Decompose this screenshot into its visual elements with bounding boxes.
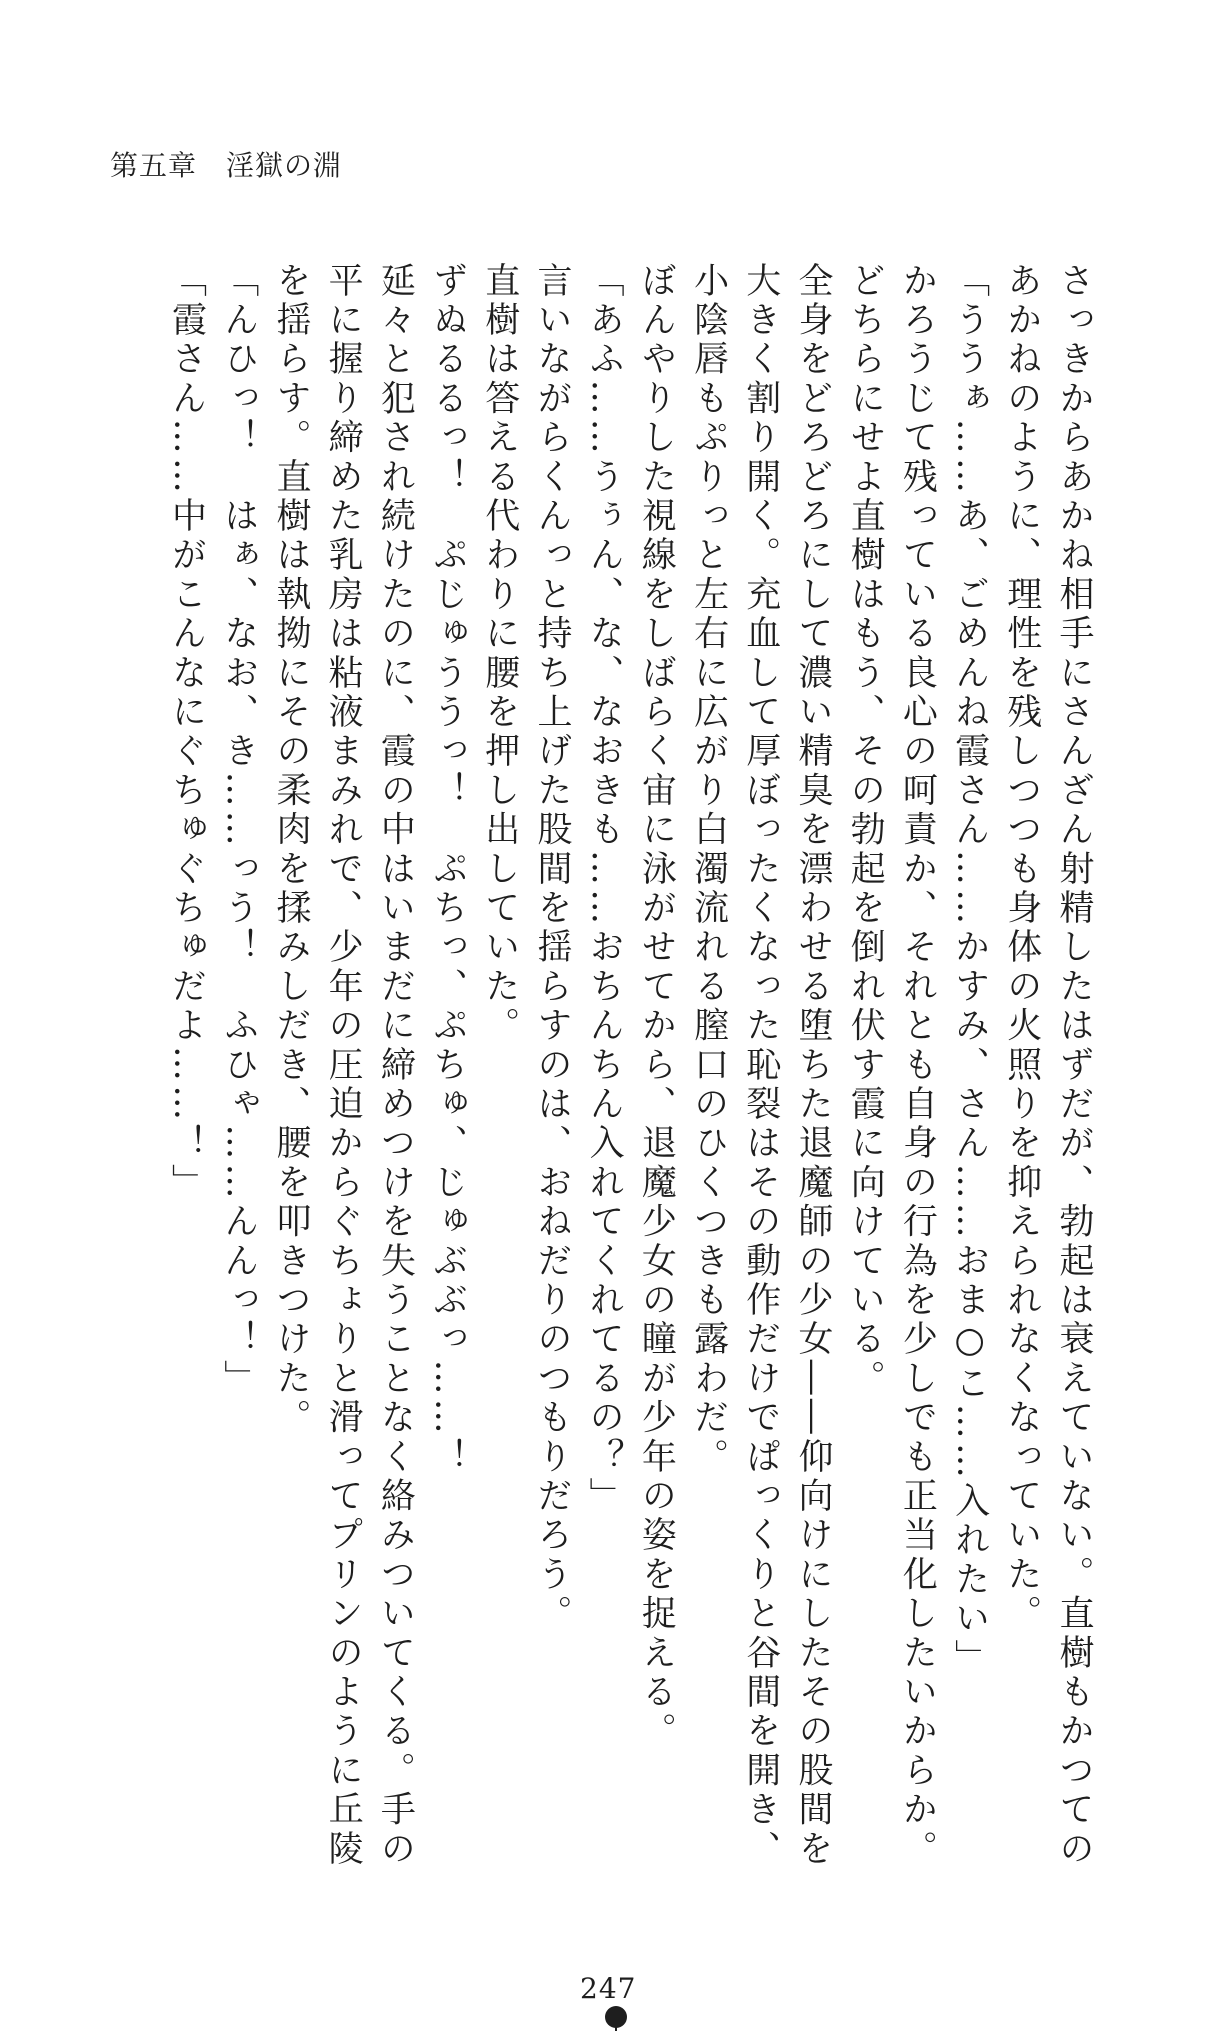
- paragraph: かろうじて残っている良心の呵責か、それとも自身の行為を少しでも正当化したいからか。どちらにせよ直樹はもう、その勃起を倒れ伏す霞に向けている。: [845, 262, 938, 1870]
- page-number: 247: [580, 1972, 637, 2005]
- paragraph: 「あふ……うぅん、な、なおきも……おちんちん入れてくれてるの？」: [584, 262, 625, 1517]
- chapter-header: 第五章 淫獄の淵: [110, 149, 343, 182]
- paragraph: さっきからあかね相手にさんざん射精したはずだが、勃起は衰えていない。直樹もかつてのあかねのように、理性を残しつつも身体の火照りを抑えられなくなっていた。: [1001, 262, 1094, 1870]
- paragraph: ずぬるるっ！ ぷじゅううっ！ ぷちっ、ぷちゅ、じゅぶぶっ……！: [427, 262, 468, 1478]
- paragraph: 言いながらくんっと持ち上げた股間を揺らすのは、おねだりのつもりだろう。: [531, 262, 572, 1634]
- page-marker-stem: [615, 2022, 617, 2031]
- paragraph: 「ううぁ……あ、ごめんね霞さん……かすみ、さん……おま○こ……入れたい」: [949, 262, 990, 1679]
- paragraph: 全身をどろどろにして濃い精臭を漂わせる堕ちた退魔師の少女――仰向けにしたその股間を大きく割り開く。充血して厚ぼったくなった恥裂はその動作だけでぱっくりと谷間を開き、小陰唇もぷりっと左右に広がり白濁流れる膣口のひくつきも露わだ。: [688, 262, 833, 1870]
- paragraph: 「霞さん……中がこんなにぐちゅぐちゅだよ……！」: [166, 262, 207, 1203]
- paragraph: 「んひっ！ はぁ、なお、き……っう！ ふひゃ……んんっ！」: [218, 262, 259, 1399]
- paragraph: ぼんやりした視線をしばらく宙に泳がせてから、退魔少女の瞳が少年の姿を捉える。: [636, 262, 677, 1752]
- paragraph: 直樹は答える代わりに腰を押し出していた。: [479, 262, 520, 1046]
- body-text: [120, 262, 1100, 1907]
- paragraph: 延々と犯され続けたのに、霞の中はいまだに締めつけを失うことなく絡みついてくる。手の平に握り締めた乳房は粘液まみれで、少年の圧迫からぐちょりと滑ってプリンのように丘陵を揺らす。直樹は執拗にその柔肉を揉みしだき、腰を叩きつけた。: [270, 262, 416, 1870]
